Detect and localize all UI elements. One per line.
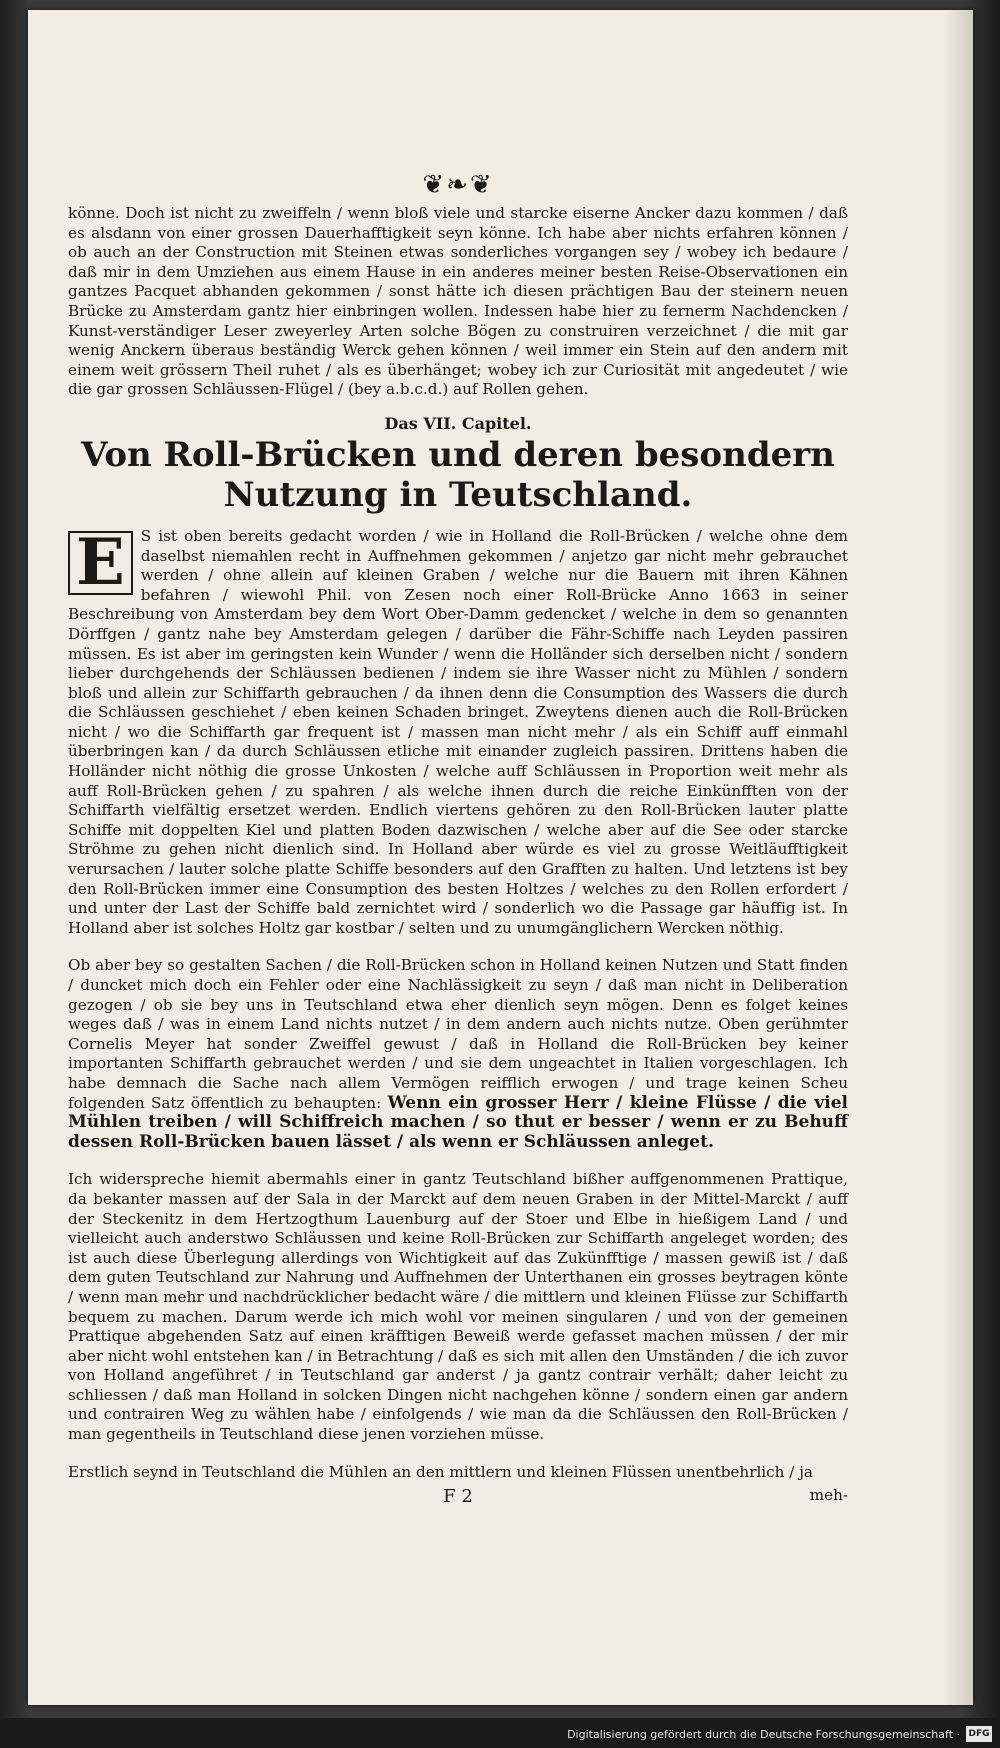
spacer: [68, 938, 848, 956]
book-page: [28, 10, 973, 1705]
spacer: [68, 1152, 848, 1170]
page-footer: [68, 1486, 848, 1507]
paragraph-top: könne. Doch ist nicht zu zweiffeln / wenn bloß viele und starcke eiserne Ancker dazu kommen / daß es alsdann von einer grossen Dauerhafftigkeit seyn könne. Ich habe aber nichts erfahren können / ob auch an der Construction mit Steinen etwas sonderliches vorgangen sey / wobey ich bedaure / daß mir in dem Umziehen aus einem Hause in ein anderes meiner besten Reise-Observationen ein gantzes Pacquet abhanden gekommen / sonst hätte ich diesen prächtigen Bau der steinern neuen Brücke zu Amsterdam gantz hier einbringen wollen. Indessen habe hier zu fernerm Nachdencken / Kunst-verständiger Leser zweyerley Arten solche Bögen zu construiren verzeichnet / die mit gar wenig Anckern überaus beständig Werck gehen können / weil immer ein Stein auf den andern mit einem weit grössern Theil ruhet / als es überhänget; wobey ich zur Curiosität mit angedeutet / wie die gar grossen Schläussen-Flügel / (bey a.b.c.d.) auf Rollen gehen.: [68, 204, 848, 399]
chapter-title: Von Roll-Brücken und deren besondern Nutzung in Teutschland.: [81, 434, 835, 515]
paragraph-main: [68, 524, 848, 938]
paragraph-2-text: Ob aber bey so gestalten Sachen / die Roll-Brücken schon in Holland keinen Nutzen und Statt finden / duncket mich doch ein Fehler oder eine Nachlässigkeit zu seyn / daß man nicht in Deliberation gezogen / ob sie bey uns in Teutschland etwa eher dienlich seyn mögen. Denn es folget keines weges daß / was in einem Land nichts nutzet / in dem andern auch nichts nutze. Oben gerühmter Cornelis Meyer hat sonder Zweiffel gewust / daß in Holland die Roll-Brücken bey keiner importanten Schiffarth gebrauchet werden / und sie dem ungeachtet in Italien vorgeschlagen. Ich habe demnach die Sache nach allem Vermögen reifflich erwogen / und trage keinen Scheu folgenden Satz öffentlich zu behaupten:: [68, 956, 848, 1112]
paragraph-4: Erstlich seynd in Teutschland die Mühlen an den mittlern und kleinen Flüssen unentbehrlich / ja: [68, 1462, 813, 1481]
paragraph-2: [68, 956, 848, 1152]
header-ornament: ❦❧❦: [422, 170, 494, 200]
credit-text: Digitalisierung gefördert durch die Deutsche Forschungsgemeinschaft ·: [567, 1728, 960, 1741]
paragraph-2-emphasis: Wenn ein grosser Herr / kleine Flüsse / die viel Mühlen treiben / will Schiffreich machen / so thut er besser / wenn er zu Behuff dessen Roll-Brücken bauen lässet / als wenn er Schläussen anleget.: [68, 1092, 849, 1152]
chapter-label: Das VII. Capitel.: [384, 413, 532, 433]
signature-mark: F 2: [443, 1486, 473, 1508]
paragraph-main-text: S ist oben bereits gedacht worden / wie in Holland die Roll-Brücken / welche ohne dem daselbst niemahlen recht in Auffnehmen gekommen / anjetzo gar nicht mehr gebrauchet werden / ohne allein auf kleinen Graben / welche nur die Bauern mit ihren Kähnen befahren / wiewohl Phil. von Zesen noch einer Roll-Brücke Anno 1663 in seiner Beschreibung von Amsterdam bey dem Wort Ober-Damm gedencket / welche in dem so genannten Dörffgen / gantz nahe bey Amsterdam gelegen / darüber die Fähr-Schiffe nach Leyden passiren müssen. Es ist aber im geringsten kein Wunder / wenn die Holländer sich derselben nicht / sondern lieber durchgehends der Schläussen bedienen / indem sie ihre Wasser nicht zu Mühlen / sondern bloß und allein zur Schiffarth gebrauchen / da ihnen denn die Consumption des Wassers die durch die Schläussen geschiehet / eben keinen Schaden bringet. Zweytens dienen auch die Roll-Brücken nicht / wo die Schiffarth gar frequent ist / massen man nicht mehr / als ein Schiff auff einmahl überbringen kan / da durch Schläussen etliche mit einander zugleich passiren. Drittens haben die Holländer nicht nöthig die grosse Unkosten / welche auff Schläussen in Proportion weit mehr als auff Roll-Brücken gehen / zu spahren / als welche ihnen durch die reiche Einkünfften von der Schiffarth vielfältig ersetzet werden. Endlich viertens gehören zu den Roll-Brücken lauter platte Schiffe mit doppelten Kiel und platten Boden dazwischen / welche aber auf die See oder starcke Ströhme zu gehen nicht dienlich sind. In Holland aber würde es viel zu grosse Weitläufftigkeit verursachen / lauter solche platte Schiffe besonders auf den Grafften zu halten. Und letztens ist bey den Roll-Brücken immer eine Consumption des besten Holtzes / welches zu den Rollen erfordert / und unter der Last der Schiffe bald zernichtet wird / sonderlich wo die Passage gar häuffig ist. In Holland aber ist solches Holtz gar kostbar / selten und zu unumgänglichern Wercken nöthig.: [68, 526, 848, 937]
drop-cap: E: [68, 531, 133, 595]
dfg-logo-icon: DFG: [966, 1726, 992, 1742]
credit-bar: [0, 1718, 1000, 1748]
page-edge-shadow: [943, 10, 973, 1705]
page-content: [68, 170, 848, 1507]
catchword: meh-: [809, 1486, 848, 1505]
paragraph-3: Ich widerspreche hiemit abermahls einer in gantz Teutschland bißher auffgenommenen Prattique, da bekanter massen auf der Sala in der Marckt auf dem neuen Graben in der Mittel-Marckt / auff der Steckenitz in dem Hertzogthum Lauenburg auf der Stoer und Elbe in hießigem Land / und vielleicht auch anderstwo Schläussen und keine Roll-Brücken zur Schiffarth angeleget worden; des ist auch diese Überlegung allerdings von Wichtigkeit auf das Zukünfftige / massen gewiß ist / daß dem guten Teutschland zur Nahrung und Auffnehmen der Unterthanen ein grosses beytragen könte / wenn man mehr und nachdrücklicher bedacht wäre / die mittlern und kleinen Flüsse zur Schiffarth bequem zu machen. Darum werde ich mich wohl vor meinen singularen / und von der gemeinen Prattique abgehenden Satz auf einen kräfftigen Beweiß werde gefasset machen müssen / der mir aber nicht wohl entstehen kan / in Betrachtung / daß es sich mit allen den Umständen / die ich zuvor von Holland angeführet / in Teutschland gar anderst / ja gantz contrair verhält; daher leicht zu schliessen / daß man Holland in solcken Dingen nicht nachgehen könne / sondern einen gar andern und contrairen Weg zu wählen habe / einfolgends / wie man da die Schläussen den Roll-Brücken / man gegentheils in Teutschland diese jenen vorziehen müsse.: [68, 1170, 848, 1444]
spacer: [68, 1445, 848, 1463]
